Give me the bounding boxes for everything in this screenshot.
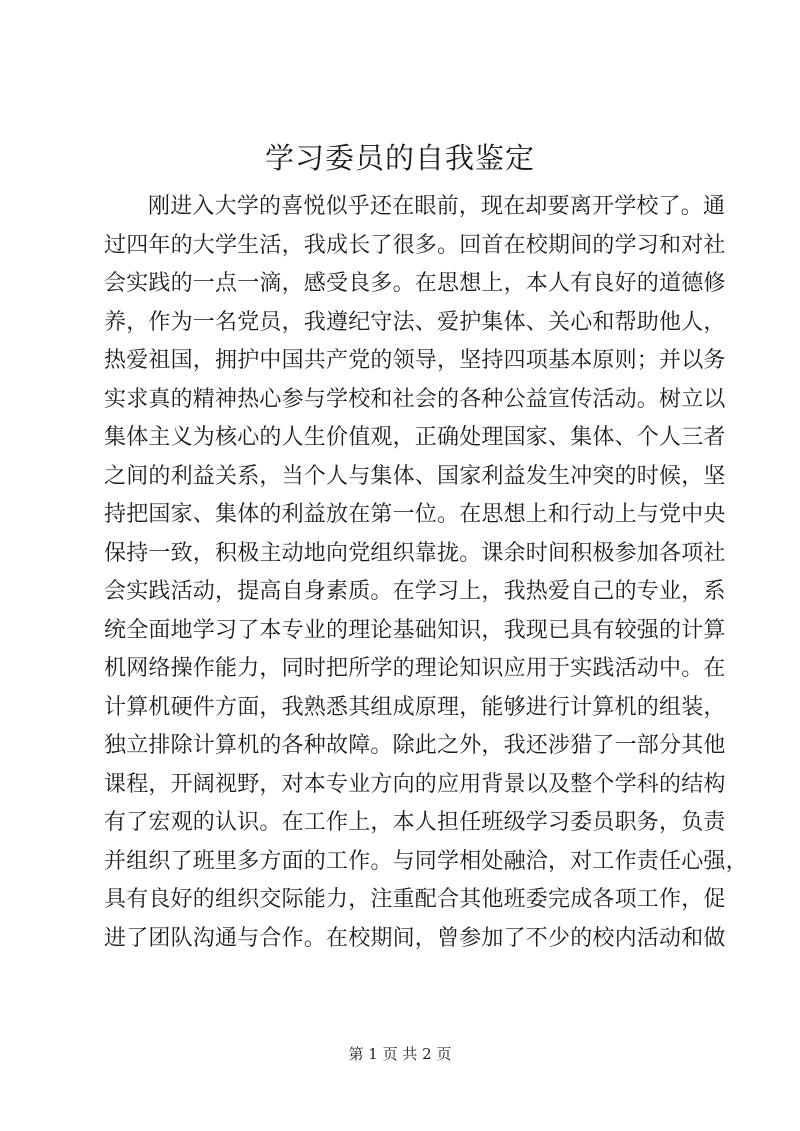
paragraph-line: 进了团队沟通与合作。在校期间，曾参加了不少的校内活动和做: [104, 925, 726, 951]
paragraph-line: 并组织了班里多方面的工作。与同学相处融洽，对工作责任心强，: [104, 848, 748, 874]
paragraph-line: 热爱祖国，拥护中国共产党的领导，坚持四项基本原则；并以务: [104, 348, 726, 373]
paragraph-line: 有了宏观的认识。在工作上，本人担任班级学习委员职务，负责: [104, 810, 726, 835]
paragraph-line: 集体主义为核心的人生价值观，正确处理国家、集体、个人三者: [104, 425, 726, 450]
paragraph-line: 统全面地学习了本专业的理论基础知识，我现已具有较强的计算: [104, 617, 726, 643]
paragraph-line: 机网络操作能力，同时把所学的理论知识应用于实践活动中。在: [104, 656, 726, 681]
paragraph-line: 课程，开阔视野，对本专业方向的应用背景以及整个学科的结构: [104, 771, 726, 797]
paragraph-line: 刚进入大学的喜悦似乎还在眼前，现在却要离开学校了。通: [148, 194, 726, 219]
paragraph-line: 会实践活动，提高自身素质。在学习上，我热爱自己的专业，系: [104, 579, 726, 604]
paragraph-line: 具有良好的组织交际能力，注重配合其他班委完成各项工作，促: [104, 887, 726, 912]
paragraph-line: 实求真的精神热心参与学校和社会的各种公益宣传活动。树立以: [104, 386, 726, 412]
paragraph-line: 计算机硬件方面，我熟悉其组成原理，能够进行计算机的组装，: [104, 694, 726, 720]
paragraph-line: 之间的利益关系，当个人与集体、国家利益发生冲突的时候，坚: [104, 463, 726, 489]
paragraph-line: 保持一致，积极主动地向党组织靠拢。课余时间积极参加各项社: [104, 540, 726, 566]
paragraph-line: 独立排除计算机的各种故障。除此之外，我还涉猎了一部分其他: [104, 733, 726, 758]
document-title: 学习委员的自我鉴定: [264, 141, 535, 175]
paragraph-line: 过四年的大学生活，我成长了很多。回首在校期间的学习和对社: [104, 232, 726, 258]
page-number-footer: 第 1 页 共 2 页: [348, 1045, 452, 1063]
paragraph-line: 持把国家、集体的利益放在第一位。在思想上和行动上与党中央: [104, 502, 726, 527]
paragraph-line: 养，作为一名党员，我遵纪守法、爱护集体、关心和帮助他人，: [104, 309, 726, 335]
document-body: [104, 188, 748, 958]
paragraph-line: 会实践的一点一滴，感受良多。在思想上，本人有良好的道德修: [104, 271, 726, 296]
